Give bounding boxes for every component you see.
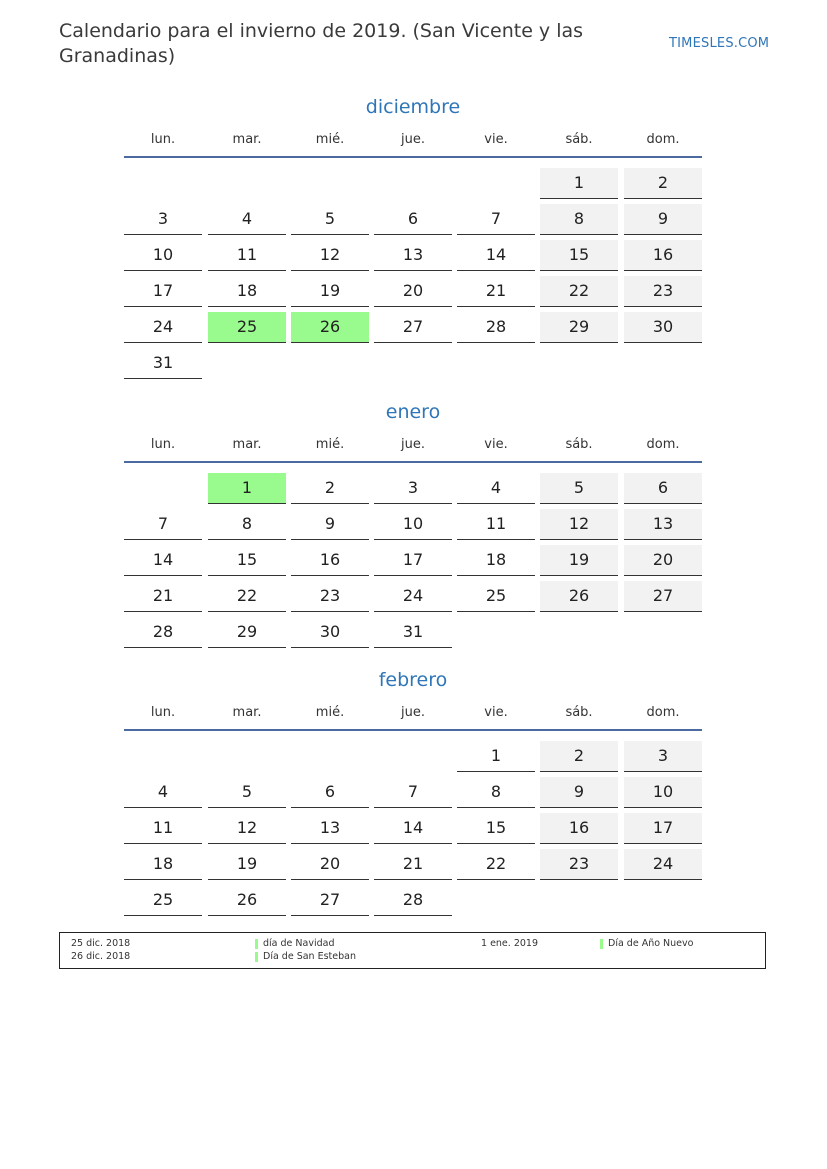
holiday-legend [59,932,766,969]
day-cell: 28 [457,312,535,343]
day-cell: 9 [540,777,618,808]
day-cell: 6 [291,777,369,808]
day-cell: 25 [208,312,286,343]
day-cell: 29 [540,312,618,343]
holiday-color-swatch [600,939,603,949]
day-cell: 10 [124,240,202,271]
day-cell: 3 [624,741,702,772]
weekday-label: dom. [646,437,680,452]
day-cell: 19 [540,545,618,576]
day-cell: 2 [540,741,618,772]
legend-date: 25 dic. 2018 [71,938,131,949]
weekday-label: sáb. [565,132,593,147]
day-cell: 8 [457,777,535,808]
weekday-label: mié. [315,705,345,720]
weekday-header [124,437,702,457]
day-cell: 10 [624,777,702,808]
day-cell: 18 [124,849,202,880]
day-cell: 31 [124,348,202,379]
day-cell: 13 [374,240,452,271]
day-cell: 28 [124,617,202,648]
day-cell: 22 [457,849,535,880]
day-cell: 24 [624,849,702,880]
legend-date: 26 dic. 2018 [71,951,131,962]
day-cell: 20 [374,276,452,307]
weekday-label: mié. [315,132,345,147]
day-cell: 8 [540,204,618,235]
day-cell: 15 [540,240,618,271]
day-cell: 5 [540,473,618,504]
header-divider [124,729,702,731]
weekday-label: mar. [232,437,262,452]
day-cell: 26 [540,581,618,612]
day-cell: 22 [208,581,286,612]
day-cell: 26 [291,312,369,343]
day-cell: 1 [540,168,618,199]
day-cell: 23 [624,276,702,307]
header-divider [124,461,702,463]
day-cell: 25 [124,885,202,916]
weekday-label: vie. [484,705,508,720]
weekday-label: lun. [150,132,176,147]
day-cell: 29 [208,617,286,648]
day-cell: 18 [208,276,286,307]
weekday-label: jue. [401,437,425,452]
month-name: diciembre [365,96,461,118]
day-cell: 2 [624,168,702,199]
day-cell: 16 [291,545,369,576]
day-cell: 20 [291,849,369,880]
month-name: febrero [378,669,448,691]
legend-label: día de Navidad [263,938,335,949]
day-cell: 5 [208,777,286,808]
weekday-label: mar. [232,132,262,147]
day-cell: 27 [291,885,369,916]
day-cell: 12 [208,813,286,844]
day-cell: 3 [374,473,452,504]
holiday-color-swatch [255,939,258,949]
weekday-label: vie. [484,132,508,147]
day-cell: 6 [374,204,452,235]
day-cell: 18 [457,545,535,576]
day-cell: 11 [208,240,286,271]
weekday-header [124,132,702,152]
day-cell: 21 [124,581,202,612]
day-cell: 24 [374,581,452,612]
legend-label: Día de Año Nuevo [608,938,694,949]
day-cell: 31 [374,617,452,648]
day-cell: 16 [624,240,702,271]
weekday-header [124,705,702,725]
page-title: Calendario para el invierno de 2019. (San Vicente y las Granadinas) [59,20,584,67]
day-cell: 11 [124,813,202,844]
day-cell: 19 [291,276,369,307]
weekday-label: dom. [646,132,680,147]
day-cell: 15 [208,545,286,576]
day-cell: 4 [208,204,286,235]
day-cell: 26 [208,885,286,916]
day-cell: 13 [291,813,369,844]
weekday-label: lun. [150,437,176,452]
day-cell: 4 [457,473,535,504]
weekday-label: jue. [401,705,425,720]
day-cell: 23 [291,581,369,612]
weekday-label: jue. [401,132,425,147]
weekday-label: mar. [232,705,262,720]
day-cell: 10 [374,509,452,540]
day-cell: 17 [374,545,452,576]
day-cell: 27 [374,312,452,343]
day-cell: 4 [124,777,202,808]
weekday-label: mié. [315,437,345,452]
weekday-label: sáb. [565,705,593,720]
day-cell: 23 [540,849,618,880]
day-cell: 30 [291,617,369,648]
day-cell: 1 [208,473,286,504]
day-cell: 22 [540,276,618,307]
day-cell: 7 [124,509,202,540]
weekday-label: vie. [484,437,508,452]
day-cell: 17 [124,276,202,307]
holiday-color-swatch [255,952,258,962]
day-cell: 12 [540,509,618,540]
day-cell: 15 [457,813,535,844]
day-cell: 25 [457,581,535,612]
header-divider [124,156,702,158]
legend-date: 1 ene. 2019 [481,938,538,949]
day-cell: 9 [624,204,702,235]
day-cell: 17 [624,813,702,844]
day-cell: 14 [457,240,535,271]
day-cell: 7 [457,204,535,235]
weekday-label: dom. [646,705,680,720]
day-cell: 7 [374,777,452,808]
day-cell: 11 [457,509,535,540]
day-cell: 21 [374,849,452,880]
day-cell: 27 [624,581,702,612]
day-cell: 13 [624,509,702,540]
day-cell: 21 [457,276,535,307]
day-cell: 3 [124,204,202,235]
day-cell: 24 [124,312,202,343]
day-cell: 20 [624,545,702,576]
day-cell: 6 [624,473,702,504]
day-cell: 9 [291,509,369,540]
weekday-label: lun. [150,705,176,720]
day-cell: 8 [208,509,286,540]
day-cell: 1 [457,741,535,772]
brand-link[interactable]: TIMESLES.COM [669,36,770,51]
day-cell: 2 [291,473,369,504]
day-cell: 5 [291,204,369,235]
day-cell: 28 [374,885,452,916]
day-cell: 30 [624,312,702,343]
legend-label: Día de San Esteban [263,951,356,962]
day-cell: 14 [124,545,202,576]
day-cell: 16 [540,813,618,844]
day-cell: 14 [374,813,452,844]
day-cell: 19 [208,849,286,880]
weekday-label: sáb. [565,437,593,452]
month-name: enero [385,401,441,423]
day-cell: 12 [291,240,369,271]
